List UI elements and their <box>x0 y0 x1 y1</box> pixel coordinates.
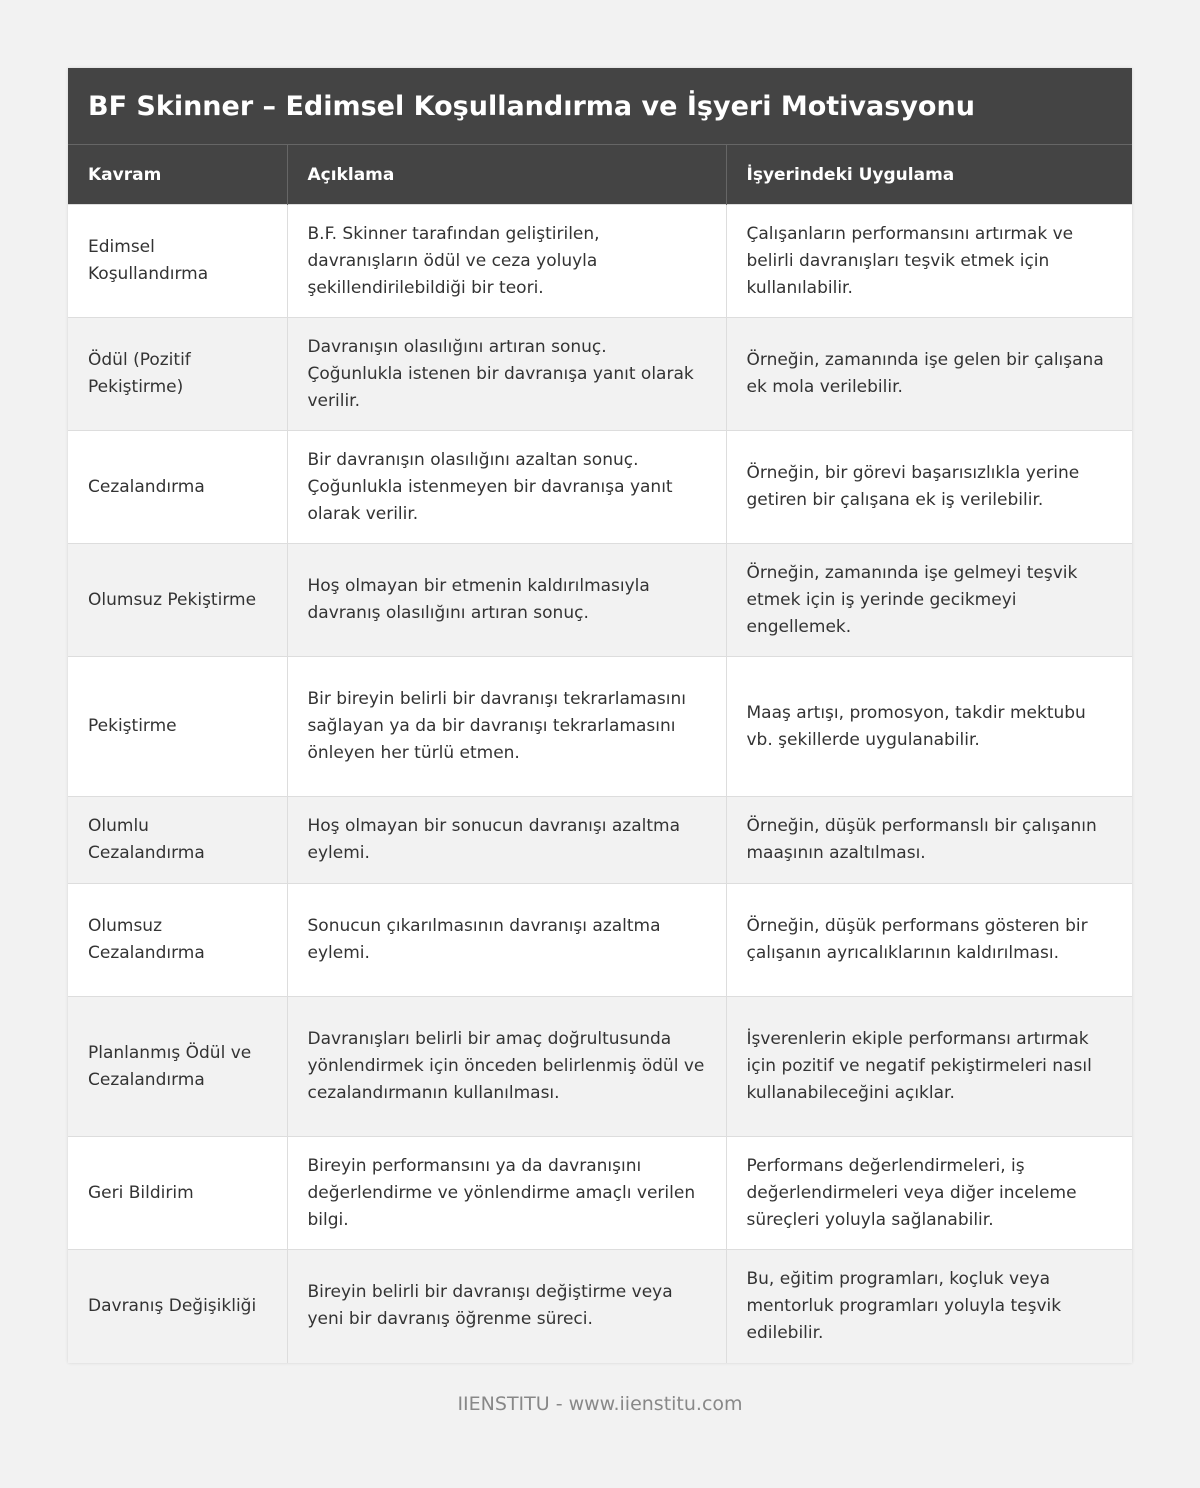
concept-table <box>68 144 1132 1363</box>
cell-aciklama: Bir davranışın olasılığını azaltan sonuç. Çoğunlukla istenmeyen bir davranışa yanıt olarak verilir. <box>287 431 726 544</box>
cell-kavram: Olumsuz Cezalandırma <box>68 884 287 997</box>
cell-uygulama: Bu, eğitim programları, koçluk veya mentorluk programları yoluyla teşvik edilebilir. <box>726 1250 1132 1363</box>
cell-aciklama: Bireyin performansını ya da davranışını değerlendirme ve yönlendirme amaçlı verilen bilgi. <box>287 1137 726 1250</box>
header-row <box>68 145 1132 205</box>
cell-aciklama: Davranışın olasılığını artıran sonuç. Çoğunlukla istenen bir davranışa yanıt olarak verilir. <box>287 318 726 431</box>
cell-uygulama: Çalışanların performansını artırmak ve belirli davranışları teşvik etmek için kullanılabilir. <box>726 205 1132 318</box>
table-row <box>68 997 1132 1137</box>
cell-kavram: Edimsel Koşullandırma <box>68 205 287 318</box>
table-row <box>68 1250 1132 1363</box>
table-row <box>68 205 1132 318</box>
footer-credit: IIENSTITU - www.iienstitu.com <box>457 1393 743 1415</box>
cell-uygulama: Örneğin, düşük performanslı bir çalışanın maaşının azaltılması. <box>726 797 1132 884</box>
table-card <box>68 68 1132 1363</box>
column-header-kavram: Kavram <box>68 145 287 205</box>
cell-uygulama: Performans değerlendirmeleri, iş değerlendirmeleri veya diğer inceleme süreçleri yoluyla sağlanabilir. <box>726 1137 1132 1250</box>
table-row <box>68 1137 1132 1250</box>
table-row <box>68 657 1132 797</box>
cell-kavram: Ödül (Pozitif Pekiştirme) <box>68 318 287 431</box>
cell-kavram: Davranış Değişikliği <box>68 1250 287 1363</box>
cell-uygulama: İşverenlerin ekiple performansı artırmak için pozitif ve negatif pekiştirmeleri nasıl kullanabileceğini açıklar. <box>726 997 1132 1137</box>
cell-aciklama: Bireyin belirli bir davranışı değiştirme veya yeni bir davranış öğrenme süreci. <box>287 1250 726 1363</box>
cell-uygulama: Örneğin, bir görevi başarısızlıkla yerine getiren bir çalışana ek iş verilebilir. <box>726 431 1132 544</box>
cell-uygulama: Örneğin, zamanında işe gelen bir çalışana ek mola verilebilir. <box>726 318 1132 431</box>
cell-uygulama: Maaş artışı, promosyon, takdir mektubu vb. şekillerde uygulanabilir. <box>726 657 1132 797</box>
cell-uygulama: Örneğin, zamanında işe gelmeyi teşvik etmek için iş yerinde gecikmeyi engellemek. <box>726 544 1132 657</box>
table-row <box>68 544 1132 657</box>
cell-kavram: Geri Bildirim <box>68 1137 287 1250</box>
cell-aciklama: B.F. Skinner tarafından geliştirilen, davranışların ödül ve ceza yoluyla şekillendirilebildiği bir teori. <box>287 205 726 318</box>
cell-aciklama: Hoş olmayan bir etmenin kaldırılmasıyla davranış olasılığını artıran sonuç. <box>287 544 726 657</box>
table-title: BF Skinner – Edimsel Koşullandırma ve İşyeri Motivasyonu <box>68 68 1132 144</box>
cell-kavram: Olumlu Cezalandırma <box>68 797 287 884</box>
table-row <box>68 884 1132 997</box>
cell-kavram: Pekiştirme <box>68 657 287 797</box>
cell-kavram: Planlanmış Ödül ve Cezalandırma <box>68 997 287 1137</box>
cell-aciklama: Davranışları belirli bir amaç doğrultusunda yönlendirmek için önceden belirlenmiş ödül ve cezalandırmanın kullanılması. <box>287 997 726 1137</box>
table-row <box>68 431 1132 544</box>
table-row <box>68 797 1132 884</box>
cell-aciklama: Hoş olmayan bir sonucun davranışı azaltma eylemi. <box>287 797 726 884</box>
cell-aciklama: Sonucun çıkarılmasının davranışı azaltma eylemi. <box>287 884 726 997</box>
cell-aciklama: Bir bireyin belirli bir davranışı tekrarlamasını sağlayan ya da bir davranışı tekrarlamasını önleyen her türlü etmen. <box>287 657 726 797</box>
cell-kavram: Olumsuz Pekiştirme <box>68 544 287 657</box>
cell-uygulama: Örneğin, düşük performans gösteren bir çalışanın ayrıcalıklarının kaldırılması. <box>726 884 1132 997</box>
column-header-aciklama: Açıklama <box>287 145 726 205</box>
table-row <box>68 318 1132 431</box>
column-header-uygulama: İşyerindeki Uygulama <box>726 145 1132 205</box>
cell-kavram: Cezalandırma <box>68 431 287 544</box>
